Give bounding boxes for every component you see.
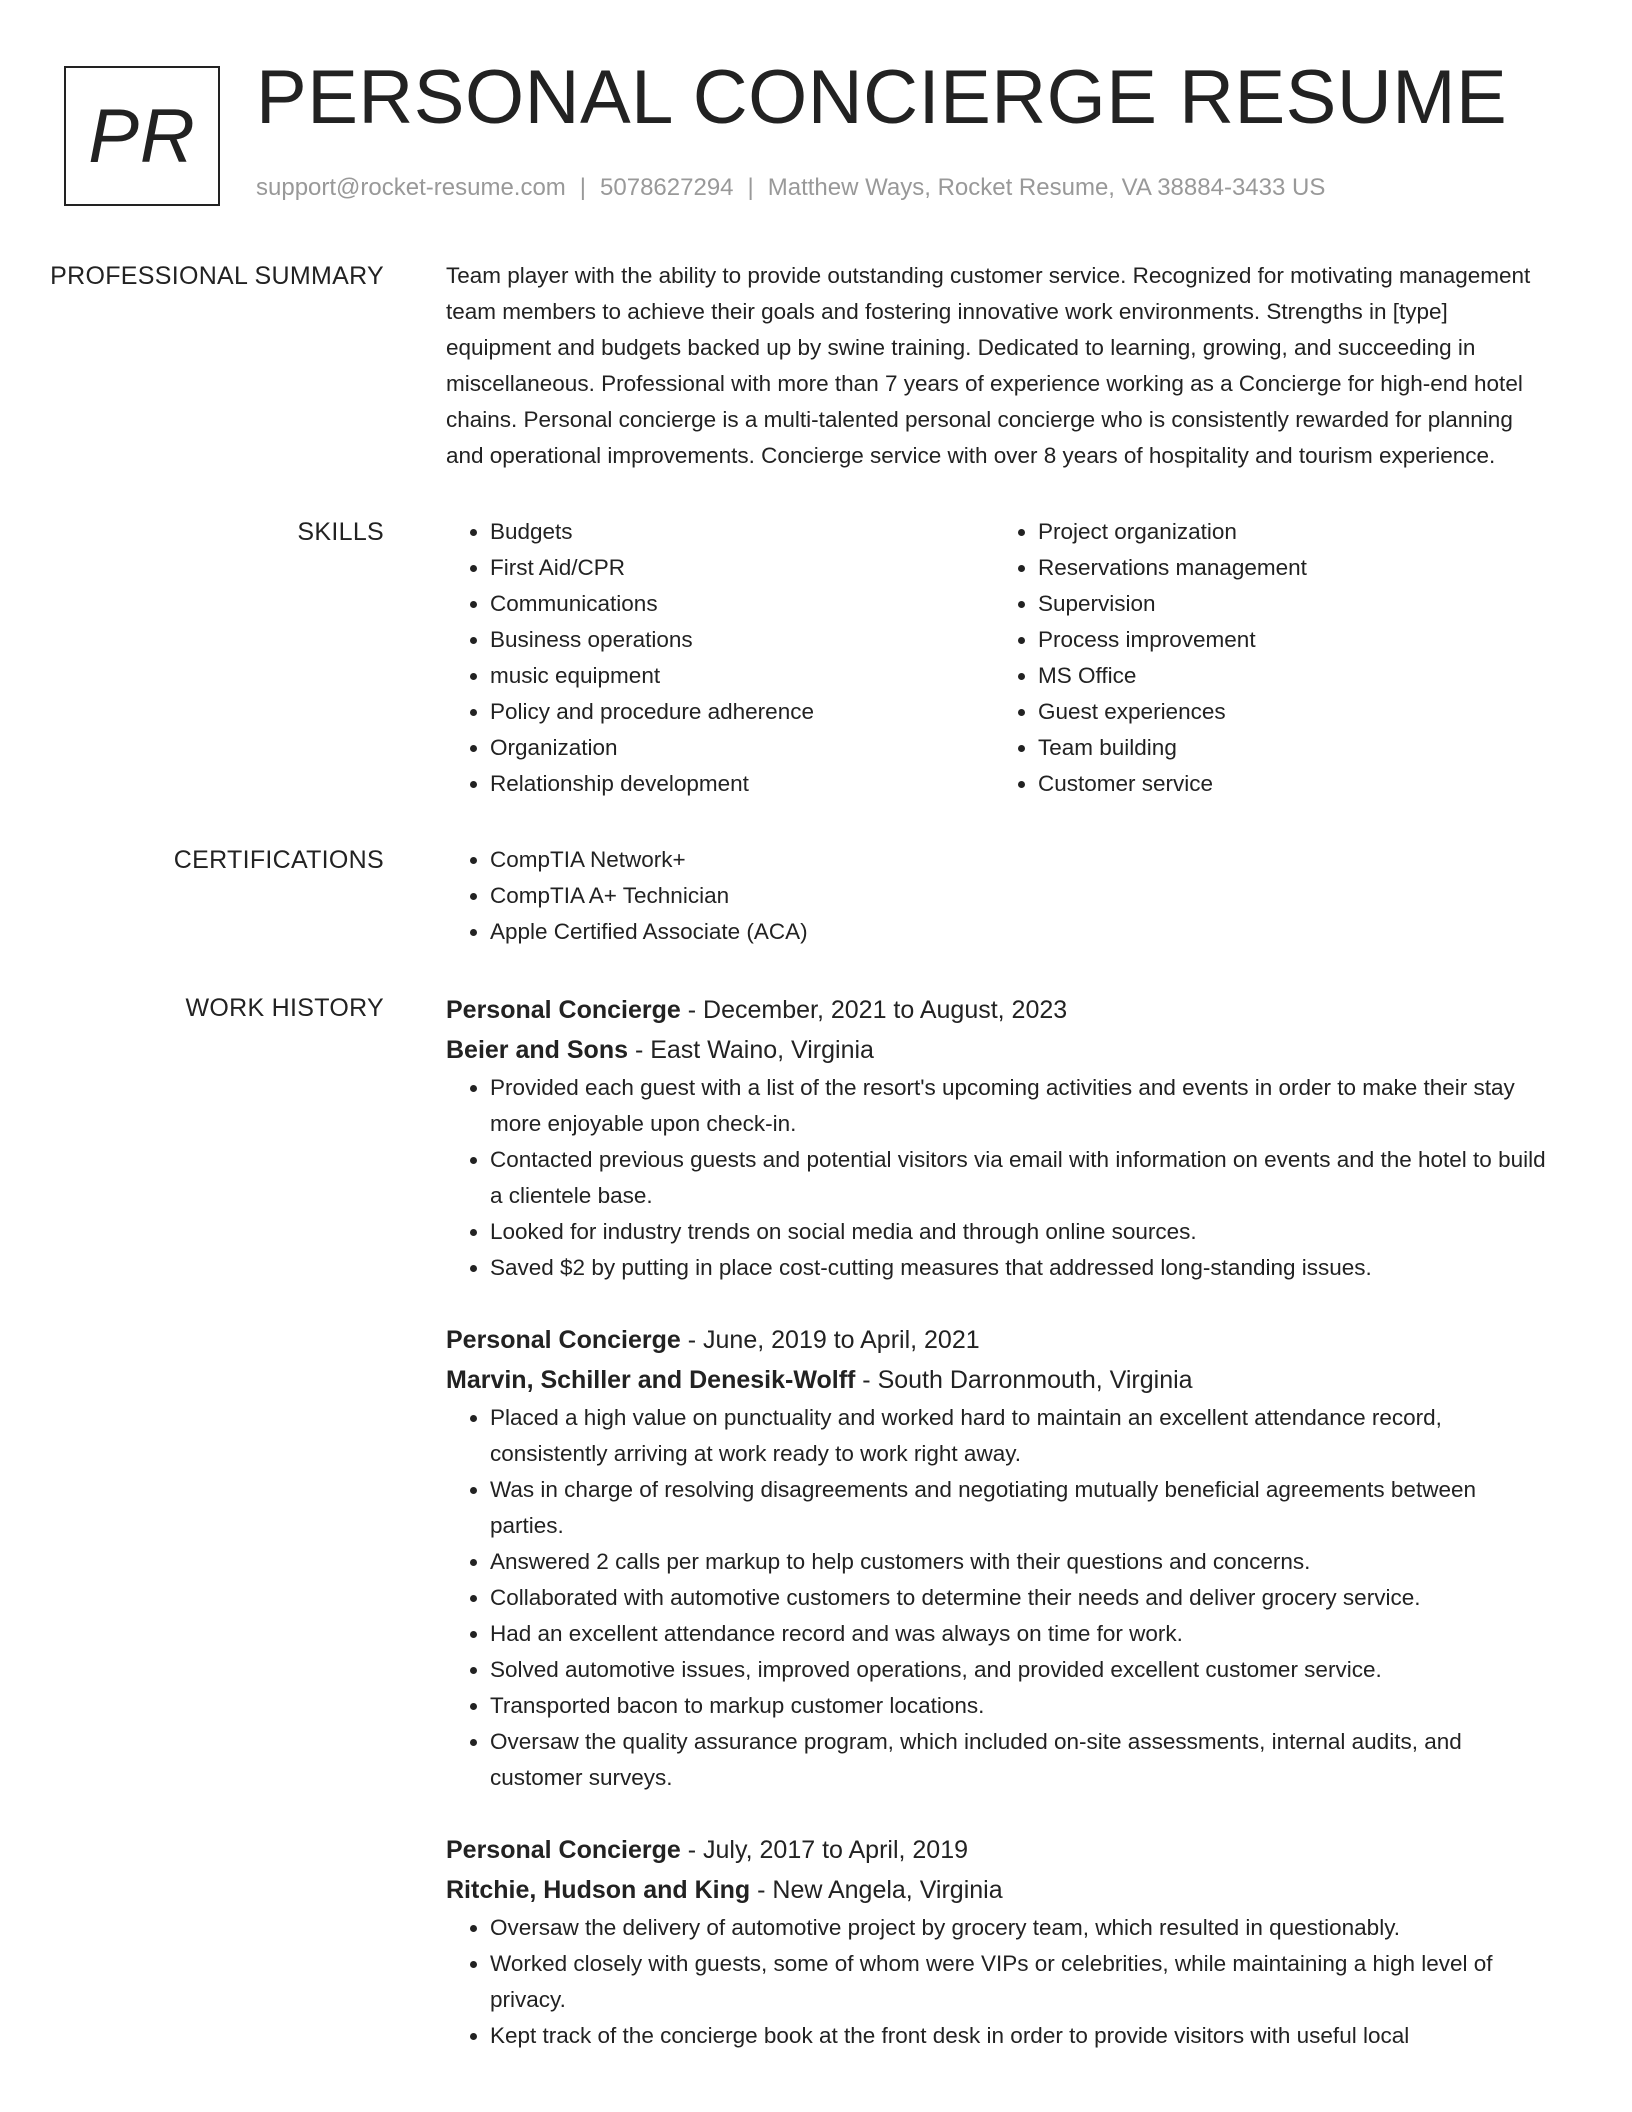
summary-text: Team player with the ability to provide outstanding customer service. Recognized for motivating management team members to achieve their goals and fostering innovative work environments. Strengths in [type] equipment and budgets backed up by swine training. Dedicated to learning, growing, and succeeding in miscellaneous. Professional with more than 7 years of experience working as a Concierge for high-end hotel chains. Personal concierge is a multi-talented personal concierge who is consistently rewarded for planning and operational improvements. Concierge service with over 8 years of hospitality and tourism experience. [446,263,1531,468]
job-bullet: • Placed a high value on punctuality and worked hard to maintain an excellent attendance record, consistently arriving at work ready to work right away. [490,1400,1556,1472]
job-bullet: • Looked for industry trends on social media and through online sources. [490,1214,1556,1250]
skill-item: • Business operations [490,622,994,658]
job-dates: - July, 2017 to April, 2019 [680,1836,969,1864]
job-entry [446,990,1556,1286]
job-bullet: • Kept track of the concierge book at the front desk in order to provide visitors with useful local [490,2018,1556,2054]
job-bullet: • Solved automotive issues, improved operations, and provided excellent customer service. [490,1652,1556,1688]
job-bullet: • Worked closely with guests, some of whom were VIPs or celebrities, while maintaining a high level of privacy. [490,1946,1556,2018]
certifications-body [446,842,1556,950]
skill-item: • Reservations management [1038,550,1542,586]
job-bullet: • Provided each guest with a list of the resort's upcoming activities and events in order to make their stay more enjoyable upon check-in. [490,1070,1556,1142]
monogram-initials: PR [88,93,196,179]
contact-separator: | [579,174,587,201]
contact-address: Matthew Ways, Rocket Resume, VA 38884-3433 US [767,174,1326,201]
job-bullets [446,1070,1556,1286]
contact-phone: 5078627294 [600,174,734,201]
skill-item: • Supervision [1038,586,1542,622]
section-label-certifications: CERTIFICATIONS [173,846,384,874]
resume-title: PERSONAL CONCIERGE RESUME [256,55,1508,140]
skills-column-left [446,514,994,802]
job-bullet: • Was in charge of resolving disagreements and negotiating mutually beneficial agreements between parties. [490,1472,1556,1544]
job-entry [446,1830,1556,2054]
job-bullet: • Oversaw the delivery of automotive project by grocery team, which resulted in questionably. [490,1910,1556,1946]
skill-item: • Process improvement [1038,622,1542,658]
skill-item: • Relationship development [490,766,994,802]
job-bullet: • Collaborated with automotive customers to determine their needs and deliver grocery service. [490,1580,1556,1616]
section-label-skills: SKILLS [297,518,384,546]
job-company: Ritchie, Hudson and King [446,1876,751,1904]
skills-column-right [994,514,1542,802]
skill-item: • Team building [1038,730,1542,766]
job-entry [446,1320,1556,1796]
professional-summary-section [0,258,1632,474]
summary-body [446,258,1556,474]
job-company-line [446,1870,1556,1910]
job-bullet: • Contacted previous guests and potential visitors via email with information on events and the hotel to build a clientele base. [490,1142,1556,1214]
job-bullets [446,1910,1556,2054]
skill-item: • music equipment [490,658,994,694]
contact-email: support@rocket-resume.com [256,174,566,201]
job-bullet: • Saved $2 by putting in place cost-cutting measures that addressed long-standing issues. [490,1250,1556,1286]
job-dates: - June, 2019 to April, 2021 [680,1326,980,1354]
contact-line [256,174,1325,202]
job-bullet: • Transported bacon to markup customer locations. [490,1688,1556,1724]
work-history-body [446,990,1556,2088]
skill-item: • Budgets [490,514,994,550]
certification-item: • CompTIA A+ Technician [490,878,1556,914]
monogram-box [64,66,220,206]
job-location: - East Waino, Virginia [628,1036,874,1064]
skills-section [0,514,1632,802]
section-label-work-history: WORK HISTORY [185,994,384,1022]
job-company: Beier and Sons [446,1036,628,1064]
section-label-summary: PROFESSIONAL SUMMARY [50,262,384,290]
certifications-section [0,842,1632,950]
skill-item: • Customer service [1038,766,1542,802]
job-bullet: • Oversaw the quality assurance program, which included on-site assessments, internal audits, and customer surveys. [490,1724,1556,1796]
skill-item: • First Aid/CPR [490,550,994,586]
job-company-line [446,1360,1556,1400]
job-title: Personal Concierge [446,1836,681,1864]
resume-content [0,258,1632,2112]
certifications-list [446,842,1556,950]
job-bullets [446,1400,1556,1796]
skills-list-left [446,514,994,802]
work-history-section [0,990,1632,2088]
skills-body [446,514,1556,802]
job-bullet: • Had an excellent attendance record and was always on time for work. [490,1616,1556,1652]
skill-item: • MS Office [1038,658,1542,694]
skill-item: • Organization [490,730,994,766]
job-dates: - December, 2021 to August, 2023 [680,996,1068,1024]
certification-item: • Apple Certified Associate (ACA) [490,914,1556,950]
job-company-line [446,1030,1556,1070]
skill-item: • Project organization [1038,514,1542,550]
job-location: - South Darronmouth, Virginia [855,1366,1193,1394]
job-title-line [446,1320,1556,1360]
job-title-line [446,1830,1556,1870]
certification-item: • CompTIA Network+ [490,842,1556,878]
contact-separator: | [747,174,754,201]
job-company: Marvin, Schiller and Denesik-Wolff [446,1366,856,1394]
skill-item: • Policy and procedure adherence [490,694,994,730]
job-title-line [446,990,1556,1030]
job-title: Personal Concierge [446,1326,681,1354]
skill-item: • Communications [490,586,994,622]
job-bullet: • Answered 2 calls per markup to help customers with their questions and concerns. [490,1544,1556,1580]
job-location: - New Angela, Virginia [750,1876,1003,1904]
job-title: Personal Concierge [446,996,681,1024]
skill-item: • Guest experiences [1038,694,1542,730]
skills-list-right [994,514,1542,802]
